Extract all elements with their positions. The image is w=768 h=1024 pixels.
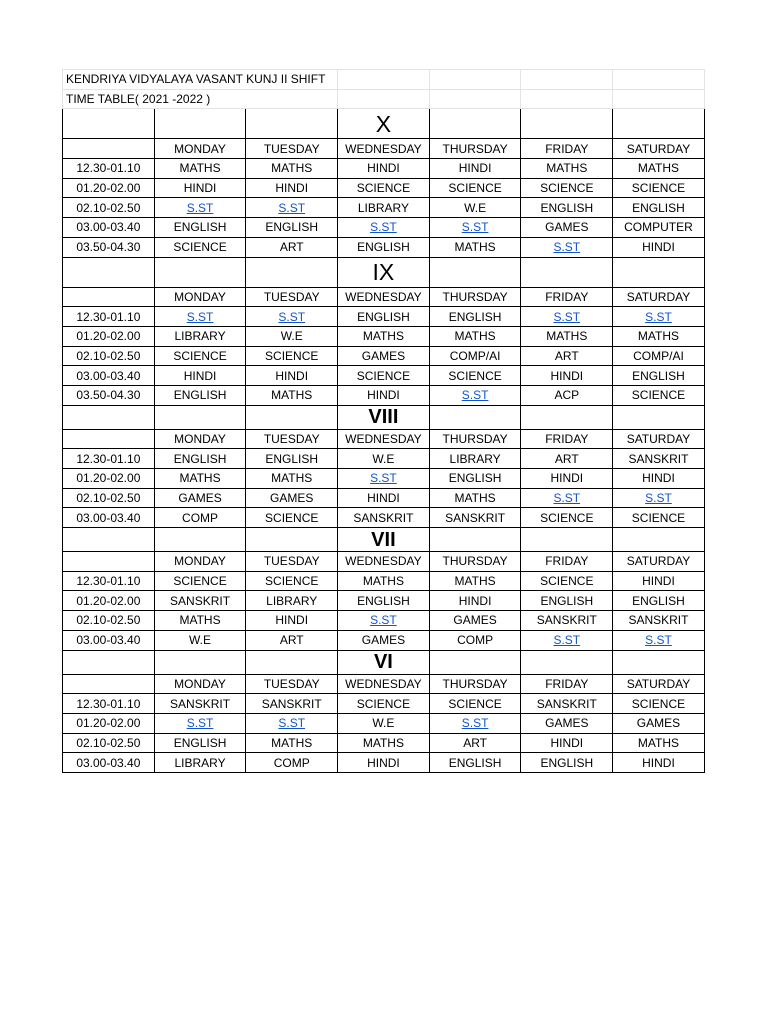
- subject-cell: SCIENCE: [154, 237, 246, 257]
- subject-link[interactable]: S.ST: [553, 491, 581, 506]
- subject-cell: HINDI: [246, 178, 338, 198]
- period-time: 02.10-02.50: [63, 346, 155, 366]
- subject-cell: [521, 237, 613, 257]
- subject-cell: [338, 611, 430, 631]
- empty-cell: [429, 257, 521, 287]
- subject-link[interactable]: S.ST: [370, 471, 397, 486]
- period-row: [63, 237, 705, 257]
- subject-cell: MATHS: [429, 488, 521, 508]
- period-time: 01.20-02.00: [63, 326, 155, 346]
- subject-cell: SCIENCE: [429, 366, 521, 386]
- class-heading-row: [63, 528, 705, 552]
- subject-cell: [246, 307, 338, 327]
- subject-cell: LIBRARY: [154, 326, 246, 346]
- empty-cell: [521, 257, 613, 287]
- subject-cell: ENGLISH: [521, 753, 613, 773]
- period-time: 03.00-03.40: [63, 366, 155, 386]
- subject-link[interactable]: S.ST: [645, 491, 672, 506]
- day-header: THURSDAY: [429, 429, 521, 449]
- period-time: 03.00-03.40: [63, 630, 155, 650]
- period-row: [63, 307, 705, 327]
- subject-cell: MATHS: [246, 159, 338, 179]
- subject-cell: MATHS: [338, 733, 430, 753]
- subject-cell: HINDI: [613, 469, 705, 489]
- class-heading-row: [63, 257, 705, 287]
- class-heading-row: [63, 405, 705, 429]
- timetable-title: TIME TABLE( 2021 -2022 ): [63, 89, 338, 109]
- period-row: [63, 198, 705, 218]
- subject-cell: GAMES: [521, 713, 613, 733]
- subject-cell: [613, 488, 705, 508]
- empty-cell: [154, 405, 246, 429]
- subject-cell: SCIENCE: [338, 694, 430, 714]
- timetable: [62, 69, 705, 773]
- empty-cell: [429, 109, 521, 139]
- school-name: KENDRIYA VIDYALAYA VASANT KUNJ II SHIFT: [63, 70, 338, 90]
- empty-cell: [246, 257, 338, 287]
- period-time: 02.10-02.50: [63, 733, 155, 753]
- day-header: MONDAY: [154, 139, 246, 159]
- period-row: [63, 366, 705, 386]
- subject-cell: [521, 488, 613, 508]
- subject-cell: SCIENCE: [338, 178, 430, 198]
- subject-link[interactable]: S.ST: [278, 309, 306, 324]
- day-header: SATURDAY: [613, 287, 705, 307]
- subject-cell: LIBRARY: [429, 449, 521, 469]
- subject-cell: [338, 469, 430, 489]
- subject-cell: HINDI: [338, 159, 430, 179]
- subject-cell: ENGLISH: [613, 591, 705, 611]
- subject-cell: SCIENCE: [154, 571, 246, 591]
- subject-cell: ENGLISH: [154, 733, 246, 753]
- subject-link[interactable]: S.ST: [461, 716, 489, 731]
- class-heading-row: [63, 650, 705, 674]
- day-header-row: [63, 287, 705, 307]
- period-row: [63, 385, 705, 405]
- day-header: SATURDAY: [613, 674, 705, 694]
- period-row: [63, 159, 705, 179]
- day-header: FRIDAY: [521, 674, 613, 694]
- empty-cell: [63, 650, 155, 674]
- subject-link[interactable]: S.ST: [461, 388, 489, 403]
- day-header: MONDAY: [154, 429, 246, 449]
- subject-cell: SCIENCE: [246, 346, 338, 366]
- day-header: THURSDAY: [429, 287, 521, 307]
- empty-cell: [63, 429, 155, 449]
- subject-cell: ENGLISH: [246, 449, 338, 469]
- subject-cell: [154, 713, 246, 733]
- subject-cell: [613, 630, 705, 650]
- subject-cell: SANSKRIT: [613, 611, 705, 631]
- subject-cell: HINDI: [521, 366, 613, 386]
- subject-cell: MATHS: [154, 159, 246, 179]
- subject-cell: SCIENCE: [521, 571, 613, 591]
- empty-cell: [63, 139, 155, 159]
- subject-cell: MATHS: [246, 469, 338, 489]
- subject-link[interactable]: S.ST: [278, 200, 306, 215]
- day-header: TUESDAY: [246, 287, 338, 307]
- subject-link[interactable]: S.ST: [553, 309, 581, 324]
- subject-cell: ENGLISH: [338, 237, 430, 257]
- day-header: MONDAY: [154, 552, 246, 572]
- subject-cell: [429, 713, 521, 733]
- subject-cell: ENGLISH: [429, 469, 521, 489]
- period-row: [63, 218, 705, 238]
- subject-cell: MATHS: [613, 159, 705, 179]
- subject-cell: COMP/AI: [429, 346, 521, 366]
- subject-cell: ENGLISH: [154, 449, 246, 469]
- subject-cell: MATHS: [429, 571, 521, 591]
- subject-cell: MATHS: [429, 237, 521, 257]
- subject-cell: SANSKRIT: [613, 449, 705, 469]
- subject-link[interactable]: S.ST: [278, 716, 306, 731]
- subject-cell: GAMES: [338, 630, 430, 650]
- empty-cell: [429, 650, 521, 674]
- subject-link[interactable]: S.ST: [370, 220, 397, 235]
- subject-cell: ENGLISH: [338, 591, 430, 611]
- subject-cell: GAMES: [429, 611, 521, 631]
- day-header: TUESDAY: [246, 139, 338, 159]
- subject-cell: ART: [521, 346, 613, 366]
- period-row: [63, 694, 705, 714]
- subject-cell: ENGLISH: [154, 218, 246, 238]
- period-row: [63, 713, 705, 733]
- period-time: 03.00-03.40: [63, 508, 155, 528]
- empty-cell: [613, 405, 705, 429]
- period-time: 01.20-02.00: [63, 178, 155, 198]
- day-header-row: [63, 139, 705, 159]
- empty-cell: [63, 552, 155, 572]
- subject-cell: MATHS: [338, 326, 430, 346]
- day-header-row: [63, 674, 705, 694]
- subject-cell: MATHS: [521, 159, 613, 179]
- subject-cell: COMPUTER: [613, 218, 705, 238]
- subject-cell: MATHS: [154, 469, 246, 489]
- subject-cell: ENGLISH: [154, 385, 246, 405]
- day-header: TUESDAY: [246, 674, 338, 694]
- subject-cell: COMP: [246, 753, 338, 773]
- subject-cell: MATHS: [246, 385, 338, 405]
- subject-cell: SANSKRIT: [338, 508, 430, 528]
- subject-cell: HINDI: [613, 237, 705, 257]
- subject-cell: MATHS: [154, 611, 246, 631]
- subject-cell: MATHS: [246, 733, 338, 753]
- subject-cell: GAMES: [521, 218, 613, 238]
- subject-cell: W.E: [429, 198, 521, 218]
- day-header: WEDNESDAY: [338, 674, 430, 694]
- subject-cell: COMP: [154, 508, 246, 528]
- subject-cell: ART: [246, 237, 338, 257]
- period-time: 01.20-02.00: [63, 469, 155, 489]
- day-header: WEDNESDAY: [338, 429, 430, 449]
- subject-cell: HINDI: [521, 469, 613, 489]
- subject-link[interactable]: S.ST: [553, 240, 581, 255]
- day-header: FRIDAY: [521, 287, 613, 307]
- empty-cell: [63, 287, 155, 307]
- day-header: SATURDAY: [613, 139, 705, 159]
- subject-cell: HINDI: [154, 178, 246, 198]
- subject-cell: HINDI: [338, 753, 430, 773]
- subject-cell: ENGLISH: [338, 307, 430, 327]
- class-name: VIII: [338, 405, 430, 429]
- day-header: WEDNESDAY: [338, 139, 430, 159]
- subject-cell: HINDI: [338, 385, 430, 405]
- subject-cell: HINDI: [613, 753, 705, 773]
- period-row: [63, 469, 705, 489]
- subject-cell: SCIENCE: [338, 366, 430, 386]
- subject-cell: SCIENCE: [613, 178, 705, 198]
- period-row: [63, 326, 705, 346]
- subject-cell: W.E: [246, 326, 338, 346]
- subject-cell: [246, 713, 338, 733]
- period-time: 12.30-01.10: [63, 159, 155, 179]
- period-row: [63, 611, 705, 631]
- period-row: [63, 178, 705, 198]
- period-row: [63, 591, 705, 611]
- subject-cell: SCIENCE: [154, 346, 246, 366]
- subject-link[interactable]: S.ST: [645, 309, 672, 324]
- subject-cell: [429, 385, 521, 405]
- day-header: TUESDAY: [246, 552, 338, 572]
- subject-cell: ENGLISH: [521, 591, 613, 611]
- subject-cell: GAMES: [338, 346, 430, 366]
- subject-cell: GAMES: [246, 488, 338, 508]
- day-header-row: [63, 429, 705, 449]
- period-row: [63, 753, 705, 773]
- period-row: [63, 733, 705, 753]
- subject-cell: SCIENCE: [613, 694, 705, 714]
- day-header: WEDNESDAY: [338, 287, 430, 307]
- period-time: 01.20-02.00: [63, 591, 155, 611]
- subject-cell: W.E: [338, 449, 430, 469]
- subject-link[interactable]: S.ST: [645, 633, 672, 648]
- subject-cell: MATHS: [613, 326, 705, 346]
- empty-cell: [246, 528, 338, 552]
- empty-cell: [154, 528, 246, 552]
- class-heading-row: [63, 109, 705, 139]
- subject-cell: ENGLISH: [429, 753, 521, 773]
- subject-link[interactable]: S.ST: [186, 309, 214, 324]
- subject-cell: HINDI: [613, 571, 705, 591]
- subject-cell: SANSKRIT: [154, 591, 246, 611]
- subject-cell: SCIENCE: [613, 385, 705, 405]
- subject-cell: GAMES: [613, 713, 705, 733]
- subject-cell: SCIENCE: [429, 178, 521, 198]
- day-header: SATURDAY: [613, 429, 705, 449]
- subject-link[interactable]: S.ST: [370, 613, 397, 628]
- subject-cell: SANSKRIT: [521, 694, 613, 714]
- subject-cell: LIBRARY: [338, 198, 430, 218]
- subject-cell: LIBRARY: [246, 591, 338, 611]
- subject-cell: ART: [246, 630, 338, 650]
- class-name: VII: [338, 528, 430, 552]
- subject-cell: SANSKRIT: [246, 694, 338, 714]
- period-row: [63, 571, 705, 591]
- school-row: [63, 70, 705, 90]
- period-row: [63, 630, 705, 650]
- subject-cell: GAMES: [154, 488, 246, 508]
- day-header: WEDNESDAY: [338, 552, 430, 572]
- subject-cell: MATHS: [429, 326, 521, 346]
- period-row: [63, 508, 705, 528]
- subject-cell: [338, 218, 430, 238]
- subject-cell: SCIENCE: [429, 694, 521, 714]
- empty-cell: [613, 257, 705, 287]
- empty-cell: [521, 528, 613, 552]
- empty-cell: [246, 650, 338, 674]
- subject-cell: [154, 198, 246, 218]
- day-header: THURSDAY: [429, 552, 521, 572]
- subject-cell: HINDI: [338, 488, 430, 508]
- subject-cell: ENGLISH: [521, 198, 613, 218]
- subject-cell: [613, 307, 705, 327]
- day-header: MONDAY: [154, 287, 246, 307]
- empty-cell: [429, 405, 521, 429]
- subject-cell: W.E: [338, 713, 430, 733]
- day-header: TUESDAY: [246, 429, 338, 449]
- class-name: VI: [338, 650, 430, 674]
- subject-link[interactable]: S.ST: [186, 716, 214, 731]
- day-header: FRIDAY: [521, 429, 613, 449]
- subject-cell: COMP: [429, 630, 521, 650]
- title-row: [63, 89, 705, 109]
- period-time: 02.10-02.50: [63, 198, 155, 218]
- subject-cell: ENGLISH: [429, 307, 521, 327]
- subject-cell: HINDI: [429, 159, 521, 179]
- empty-cell: [246, 109, 338, 139]
- subject-cell: [154, 307, 246, 327]
- period-row: [63, 449, 705, 469]
- period-time: 02.10-02.50: [63, 611, 155, 631]
- day-header: THURSDAY: [429, 674, 521, 694]
- empty-cell: [521, 109, 613, 139]
- day-header: FRIDAY: [521, 139, 613, 159]
- subject-cell: SCIENCE: [246, 508, 338, 528]
- period-time: 12.30-01.10: [63, 571, 155, 591]
- subject-cell: [429, 218, 521, 238]
- subject-cell: SANSKRIT: [521, 611, 613, 631]
- subject-cell: ART: [521, 449, 613, 469]
- subject-cell: [521, 307, 613, 327]
- empty-cell: [63, 528, 155, 552]
- subject-cell: W.E: [154, 630, 246, 650]
- day-header: FRIDAY: [521, 552, 613, 572]
- empty-cell: [521, 405, 613, 429]
- empty-cell: [613, 650, 705, 674]
- subject-link[interactable]: S.ST: [461, 220, 489, 235]
- empty-cell: [154, 109, 246, 139]
- subject-link[interactable]: S.ST: [553, 633, 581, 648]
- subject-cell: MATHS: [613, 733, 705, 753]
- period-time: 12.30-01.10: [63, 694, 155, 714]
- subject-cell: SCIENCE: [613, 508, 705, 528]
- empty-cell: [63, 257, 155, 287]
- empty-cell: [63, 405, 155, 429]
- subject-cell: HINDI: [246, 366, 338, 386]
- subject-link[interactable]: S.ST: [186, 200, 214, 215]
- subject-cell: SCIENCE: [521, 508, 613, 528]
- period-time: 12.30-01.10: [63, 449, 155, 469]
- period-time: 03.50-04.30: [63, 237, 155, 257]
- subject-cell: HINDI: [521, 733, 613, 753]
- subject-cell: SANSKRIT: [154, 694, 246, 714]
- day-header: THURSDAY: [429, 139, 521, 159]
- subject-cell: MATHS: [521, 326, 613, 346]
- subject-cell: HINDI: [154, 366, 246, 386]
- day-header: SATURDAY: [613, 552, 705, 572]
- period-row: [63, 346, 705, 366]
- subject-cell: [246, 198, 338, 218]
- period-row: [63, 488, 705, 508]
- empty-cell: [521, 650, 613, 674]
- day-header-row: [63, 552, 705, 572]
- subject-cell: ACP: [521, 385, 613, 405]
- period-time: 12.30-01.10: [63, 307, 155, 327]
- day-header: MONDAY: [154, 674, 246, 694]
- empty-cell: [613, 109, 705, 139]
- period-time: 03.00-03.40: [63, 753, 155, 773]
- subject-cell: ENGLISH: [246, 218, 338, 238]
- subject-cell: [521, 630, 613, 650]
- empty-cell: [63, 674, 155, 694]
- subject-cell: ART: [429, 733, 521, 753]
- period-time: 03.00-03.40: [63, 218, 155, 238]
- period-time: 03.50-04.30: [63, 385, 155, 405]
- period-time: 02.10-02.50: [63, 488, 155, 508]
- empty-cell: [246, 405, 338, 429]
- empty-cell: [154, 650, 246, 674]
- subject-cell: LIBRARY: [154, 753, 246, 773]
- class-name: IX: [338, 257, 430, 287]
- empty-cell: [613, 528, 705, 552]
- empty-cell: [63, 109, 155, 139]
- subject-cell: SCIENCE: [246, 571, 338, 591]
- subject-cell: ENGLISH: [613, 366, 705, 386]
- class-name: X: [338, 109, 430, 139]
- subject-cell: HINDI: [429, 591, 521, 611]
- subject-cell: COMP/AI: [613, 346, 705, 366]
- subject-cell: ENGLISH: [613, 198, 705, 218]
- subject-cell: SCIENCE: [521, 178, 613, 198]
- subject-cell: SANSKRIT: [429, 508, 521, 528]
- empty-cell: [429, 528, 521, 552]
- subject-cell: MATHS: [338, 571, 430, 591]
- subject-cell: HINDI: [246, 611, 338, 631]
- empty-cell: [154, 257, 246, 287]
- period-time: 01.20-02.00: [63, 713, 155, 733]
